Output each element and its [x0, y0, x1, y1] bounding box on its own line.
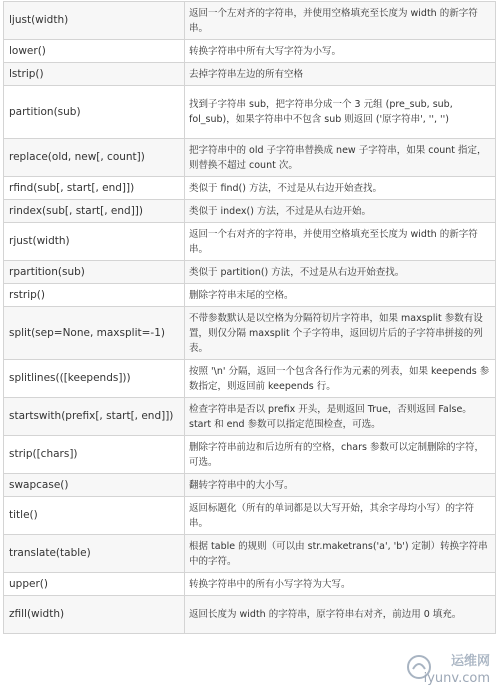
method-description-cell: 删除字符串前边和后边所有的空格，chars 参数可以定制删除的字符，可选。: [185, 436, 496, 474]
table-row: [4, 261, 496, 284]
watermark-title: 运维网: [450, 654, 490, 669]
table-row: [4, 223, 496, 261]
method-name-cell: lower(): [4, 40, 185, 63]
method-name-cell: rjust(width): [4, 223, 185, 261]
method-name-cell: split(sep=None, maxsplit=-1): [4, 307, 185, 360]
table-row: [4, 63, 496, 86]
method-description-cell: 找到子字符串 sub，把字符串分成一个 3 元组 (pre_sub, sub, fol_sub)，如果字符串中不包含 sub 则返回 ('原字符串', '', ''): [185, 86, 496, 139]
table-row: [4, 360, 496, 398]
table-row: [4, 497, 496, 535]
method-name-cell: splitlines(([keepends])): [4, 360, 185, 398]
method-description-cell: 类似于 find() 方法，不过是从右边开始查找。: [185, 177, 496, 200]
table-row: [4, 139, 496, 177]
method-name-cell: replace(old, new[, count]): [4, 139, 185, 177]
method-description-cell: 返回一个左对齐的字符串，并使用空格填充至长度为 width 的新字符串。: [185, 2, 496, 40]
method-name-cell: title(): [4, 497, 185, 535]
table-row: [4, 2, 496, 40]
string-methods-table: [3, 1, 496, 634]
method-name-cell: partition(sub): [4, 86, 185, 139]
table-row: [4, 200, 496, 223]
logo-icon: [406, 654, 432, 680]
table-row: [4, 177, 496, 200]
method-description-cell: 删除字符串末尾的空格。: [185, 284, 496, 307]
method-description-cell: 类似于 index() 方法，不过是从右边开始。: [185, 200, 496, 223]
method-name-cell: upper(): [4, 573, 185, 596]
method-name-cell: rindex(sub[, start[, end]]): [4, 200, 185, 223]
method-description-cell: 去掉字符串左边的所有空格: [185, 63, 496, 86]
table-row: [4, 535, 496, 573]
method-description-cell: 转换字符串中的所有小写字符为大写。: [185, 573, 496, 596]
table-row: [4, 436, 496, 474]
method-name-cell: strip([chars]): [4, 436, 185, 474]
method-description-cell: 返回标题化（所有的单词都是以大写开始，其余字母均小写）的字符串。: [185, 497, 496, 535]
table-row: [4, 596, 496, 634]
method-name-cell: zfill(width): [4, 596, 185, 634]
method-description-cell: 根据 table 的规则（可以由 str.maketrans('a', 'b') 定制）转换字符串中的字符。: [185, 535, 496, 573]
method-description-cell: 翻转字符串中的大小写。: [185, 474, 496, 497]
method-description-cell: 把字符串中的 old 子字符串替换成 new 子字符串，如果 count 指定，则替换不超过 count 次。: [185, 139, 496, 177]
method-name-cell: rpartition(sub): [4, 261, 185, 284]
method-name-cell: lstrip(): [4, 63, 185, 86]
method-description-cell: 返回一个右对齐的字符串，并使用空格填充至长度为 width 的新字符串。: [185, 223, 496, 261]
method-description-cell: 返回长度为 width 的字符串，原字符串右对齐，前边用 0 填充。: [185, 596, 496, 634]
table-row: [4, 474, 496, 497]
table-row: [4, 86, 496, 139]
table-row: [4, 573, 496, 596]
method-description-cell: 按照 '\n' 分隔，返回一个包含各行作为元素的列表，如果 keepends 参数指定，则返回前 keepends 行。: [185, 360, 496, 398]
method-name-cell: rstrip(): [4, 284, 185, 307]
watermark: [406, 650, 496, 686]
table-row: [4, 398, 496, 436]
table-row: [4, 307, 496, 360]
method-name-cell: translate(table): [4, 535, 185, 573]
method-description-cell: 检查字符串是否以 prefix 开头，是则返回 True，否则返回 False。start 和 end 参数可以指定范围检查，可选。: [185, 398, 496, 436]
table-row: [4, 40, 496, 63]
method-name-cell: rfind(sub[, start[, end]]): [4, 177, 185, 200]
watermark-url: iyunv.com: [423, 671, 490, 686]
method-description-cell: 转换字符串中所有大写字符为小写。: [185, 40, 496, 63]
method-name-cell: startswith(prefix[, start[, end]]): [4, 398, 185, 436]
method-description-cell: 不带参数默认是以空格为分隔符切片字符串，如果 maxsplit 参数有设置，则仅分隔 maxsplit 个子字符串，返回切片后的子字符串拼接的列表。: [185, 307, 496, 360]
method-description-cell: 类似于 partition() 方法，不过是从右边开始查找。: [185, 261, 496, 284]
method-name-cell: ljust(width): [4, 2, 185, 40]
table-row: [4, 284, 496, 307]
table-body: [4, 2, 496, 634]
method-name-cell: swapcase(): [4, 474, 185, 497]
